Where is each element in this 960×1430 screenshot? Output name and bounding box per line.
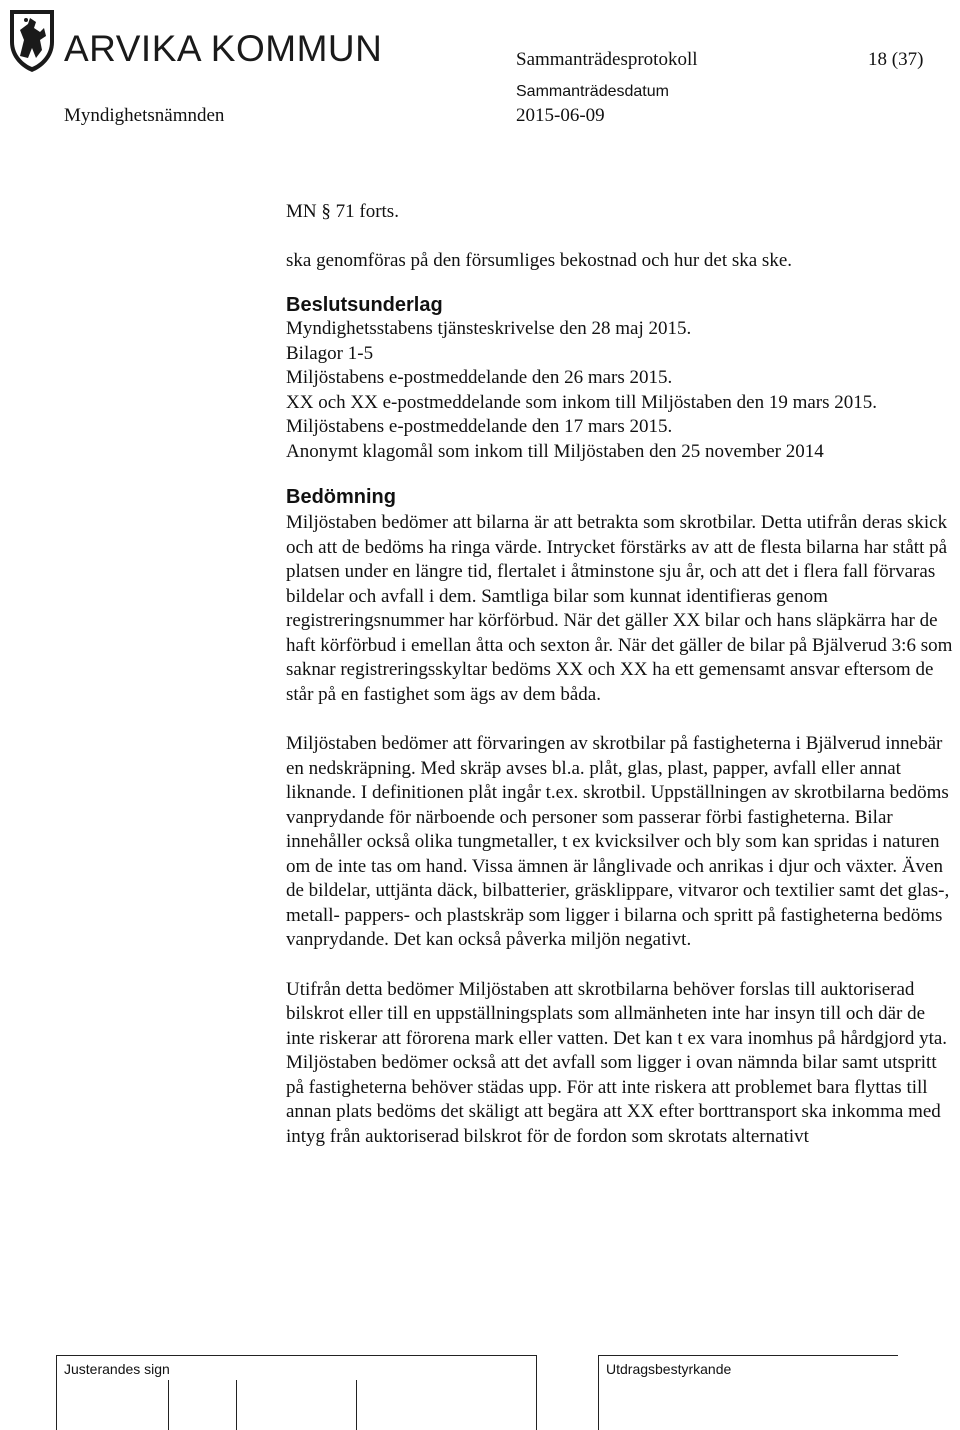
list-item: Bilagor 1-5 (286, 342, 374, 364)
list-item: Anonymt klagomål som inkom till Miljöstaben den 25 november 2014 (286, 440, 824, 462)
footer-rule-right (598, 1355, 898, 1356)
footer-divider (356, 1380, 357, 1430)
list-item: Miljöstabens e-postmeddelande den 17 mars 2015. (286, 416, 673, 437)
footer-divider (536, 1355, 537, 1430)
basis-list (286, 317, 956, 464)
organization-name: ARVIKA KOMMUN (64, 28, 383, 69)
footer-divider (598, 1355, 599, 1430)
list-item: Miljöstabens e-postmeddelande den 26 mars 2015. (286, 367, 673, 388)
list-item: Myndighetsstabens tjänsteskrivelse den 28 maj 2015. (286, 318, 692, 339)
meeting-date-label: Sammanträdesdatum (516, 83, 669, 100)
assessment-paragraph: Utifrån detta bedömer Miljöstaben att skrotbilarna behöver forslas till auktoriserad bilskrot eller till en uppställningsplats som allmänheten inte har insyn till och där de inte riskerar att förorena mark eller vatten. Det kan t ex vara inomhus på hårdgjord yta. Miljöstaben bedömer också att det avfall som ligger i ovan nämnda bilar samt utspritt på fastigheterna behöver städas upp. För att inte riskera att problemet bara flyttas till annan plats bedöms det skäligt att begära att XX efter borttransport ska inkomma med intyg från auktoriserad bilskrot för de fordon som skrotats alternativt (286, 978, 948, 1147)
meeting-date: 2015-06-09 (516, 105, 605, 126)
footer-rule-left (56, 1355, 536, 1356)
main-content (286, 200, 956, 1149)
assessment-paragraph: Miljöstaben bedömer att förvaringen av skrotbilar på fastigheterna i Bjälverud innebär en nedskräpning. Med skräp avses bl.a. plåt, glas, plast, papper, avfall eller annat liknande. I definitionen plåt ingår t.ex. skrotbil. Uppställningen av skrotbilarna bedöms vanprydande för närboende och personer som passerar förbi fastigheterna. Bilar innehåller också olika tungmetaller, t ex kvicksilver och bly som kan spridas i naturen om de inte tas om hand. Vissa ämnen är långlivade och anrikas i djur och växter. Även de bildelar, uttjänta däck, bilbatterier, gräsklippare, vitvaror och textilier samt det glas-, metall- pappers- och plastskräp som ligger i bilarna och spritt på fastigheterna bedöms vanprydande. Det kan också påverka miljön negativt. (286, 733, 950, 950)
document-type: Sammanträdesprotokoll (516, 49, 698, 70)
assessment-heading: Bedömning (286, 486, 396, 508)
footer-divider (236, 1380, 237, 1430)
committee-name: Myndighetsnämnden (64, 105, 225, 126)
section-reference: MN § 71 forts. (286, 201, 399, 222)
footer-signature-label: Justerandes sign (64, 1361, 170, 1377)
intro-text: ska genomföras på den försumliges bekostnad och hur det ska ske. (286, 249, 793, 271)
assessment-paragraph: Miljöstaben bedömer att bilarna är att betrakta som skrotbilar. Detta utifrån deras skick och att de bedöms ha ringa värde. Intrycket förstärks av att de flesta bilarna har stått på platsen under en längre tid, flertalet i åtminstone sju år, och att det i flera fall förvaras bildelar och avfall i dem. Samtliga bilar som kunnat identifieras genom registreringsnummer har körförbud. När det gäller XX bilar och hans släpkärra har de haft körförbud i emellan åtta och sexton år. När det gäller de bilar på Bjälverud 3:6 som saknar registreringsskyltar bedöms XX och XX ha ett gemensamt ansvar eftersom de står på en fastighet som ägs av dem båda. (286, 512, 953, 705)
coat-of-arms-logo (6, 6, 58, 74)
footer-divider (56, 1355, 57, 1430)
basis-heading: Beslutsunderlag (286, 294, 443, 316)
footer-extract-label: Utdragsbestyrkande (606, 1361, 732, 1377)
page-number: 18 (37) (868, 49, 924, 70)
footer-divider (168, 1380, 169, 1430)
list-item: XX och XX e-postmeddelande som inkom till Miljöstaben den 19 mars 2015. (286, 391, 878, 413)
